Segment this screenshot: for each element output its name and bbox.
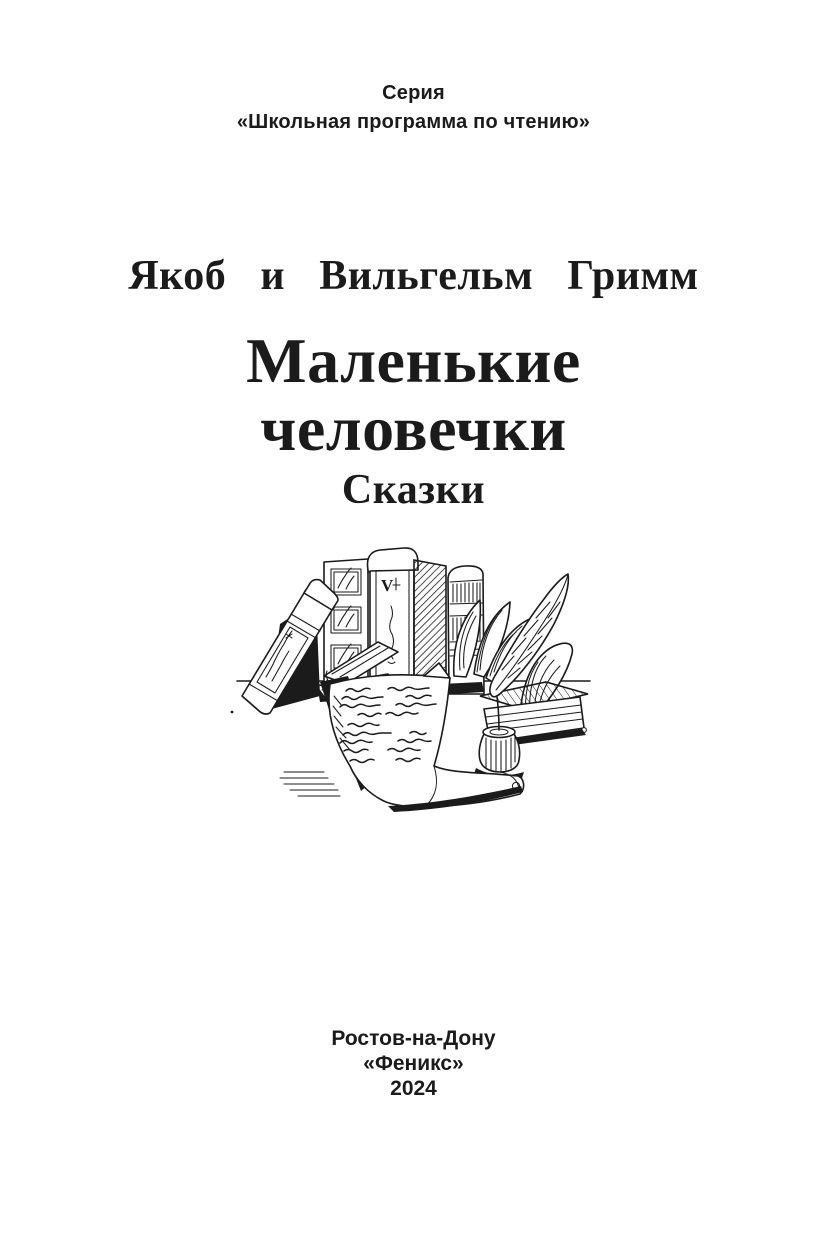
imprint-block bbox=[0, 1026, 827, 1101]
authors: Якоб и Вильгельм Гримм bbox=[128, 253, 699, 299]
book-title-line-1: Маленькие bbox=[246, 325, 581, 396]
book-title-line-2: человечки bbox=[260, 393, 567, 464]
subtitle: Сказки bbox=[341, 467, 486, 513]
book-title bbox=[0, 327, 827, 463]
series-name: «Школьная программа по чтению» bbox=[236, 111, 591, 133]
series-block bbox=[0, 79, 827, 137]
book-spine-mark: V bbox=[380, 576, 393, 595]
imprint-year: 2024 bbox=[390, 1077, 437, 1100]
series-label: Серия bbox=[382, 82, 445, 104]
books-quill-inkwell-scroll-illustration bbox=[228, 544, 600, 829]
ink-dot-icon bbox=[230, 711, 233, 714]
imprint-city: Ростов-на-Дону bbox=[331, 1027, 496, 1050]
imprint-publisher: «Феникс» bbox=[363, 1052, 464, 1075]
